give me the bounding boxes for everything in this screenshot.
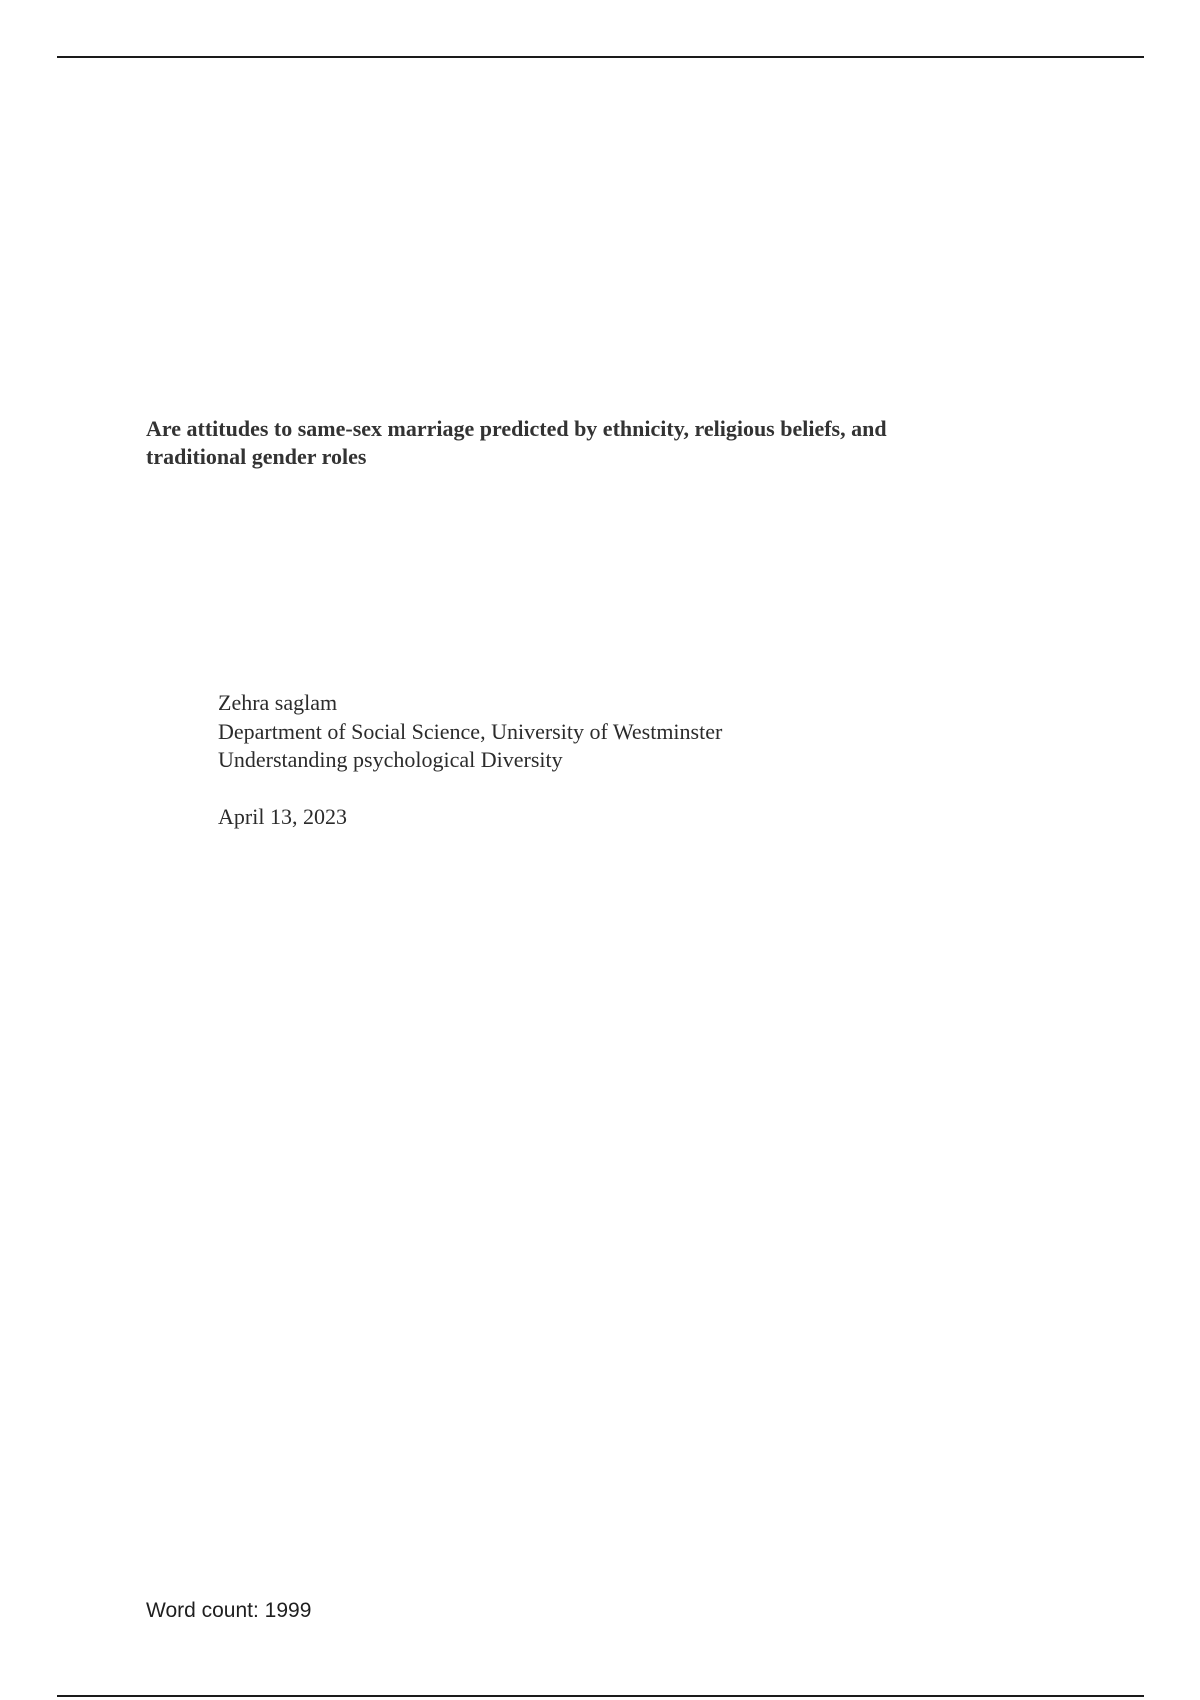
course-name: Understanding psychological Diversity (218, 747, 563, 772)
title-line-2: traditional gender roles (146, 444, 367, 469)
title-line-1: Are attitudes to same-sex marriage predicted by ethnicity, religious beliefs, and (146, 416, 887, 441)
author-affiliation: Department of Social Science, University of Westminster (218, 718, 723, 744)
bottom-rule (57, 1695, 1144, 1697)
paper-title (146, 415, 1046, 471)
author-name: Zehra saglam (218, 690, 338, 715)
author-block (218, 689, 722, 831)
top-rule (57, 56, 1144, 58)
word-count: Word count: 1999 (146, 1599, 312, 1622)
submission-date: April 13, 2023 (218, 803, 347, 829)
